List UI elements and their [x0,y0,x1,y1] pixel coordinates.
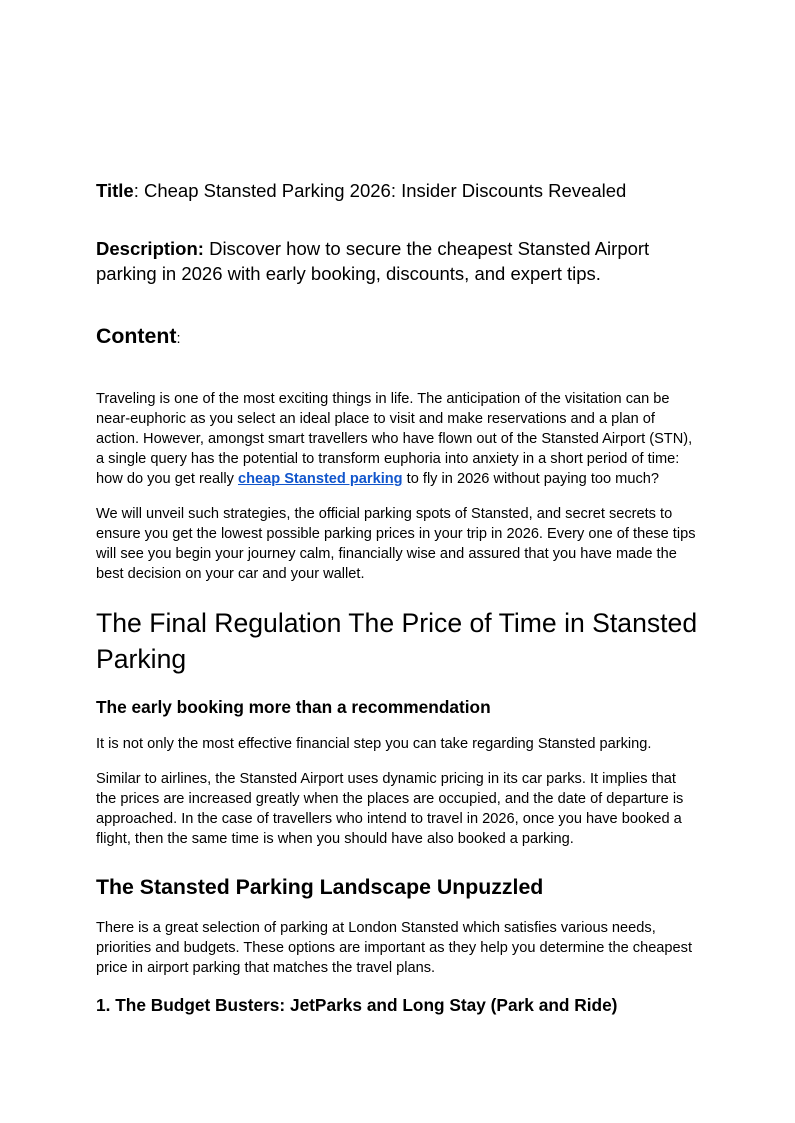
section-1-subheading: The early booking more than a recommendation [96,697,491,717]
meta-title-line [96,178,700,203]
section-1-paragraph-1: It is not only the most effective financial step you can take regarding Stansted parking. [96,736,652,752]
content-label: Content [96,324,177,348]
title-separator: : [133,180,144,201]
intro-p1-before-link: Traveling is one of the most exciting things in life. The anticipation of the visitation can be near-euphoric as you select an ideal place to visit and make reservations and a plan of action. However, amongst smart travellers who have flown out of the Stansted Airport (STN), a single query has the potential to transform euphoria into anxiety in a short period of time: how do you get really [96,391,693,487]
description-label: Description: [96,238,204,259]
intro-p1-after-link: to fly in 2026 without paying too much? [402,471,659,487]
intro-paragraph-2: We will unveil such strategies, the official parking spots of Stansted, and secret secrets to ensure you get the lowest possible parking prices in your trip in 2026. Every one of these tips will see you begin your journey calm, financially wise and assured that you have made the best decision on your car and your wallet. [96,506,696,582]
section-2-heading: The Stansted Parking Landscape Unpuzzled [96,875,544,899]
title-value: Cheap Stansted Parking 2026: Insider Discounts Revealed [143,180,627,201]
meta-description-line [96,236,700,286]
section-2-paragraph-1: There is a great selection of parking at London Stansted which satisfies various needs, priorities and budgets. These options are important as they help you determine the cheapest price in airport parking that matches the travel plans. [96,920,693,976]
description-value: Discover how to secure the cheapest Stansted Airport parking in 2026 with early booking, discounts, and expert tips. [96,238,650,284]
section-1-paragraph-2: Similar to airlines, the Stansted Airport uses dynamic pricing in its car parks. It implies that the prices are increased greatly when the places are occupied, and the date of departure is approached. In the case of travellers who intend to travel in 2026, once you have booked a flight, then the same time is when you should have also booked a parking. [96,771,684,847]
intro-paragraph-1 [96,389,700,489]
content-colon: : [176,331,181,347]
cheap-stansted-parking-link[interactable]: cheap Stansted parking [237,471,403,487]
title-label: Title [96,180,134,201]
content-heading [96,322,700,353]
section-2-subheading: 1. The Budget Busters: JetParks and Long Stay (Park and Ride) [96,995,618,1015]
section-1-heading: The Final Regulation The Price of Time in Stansted Parking [96,608,698,674]
document-page [96,178,700,1017]
